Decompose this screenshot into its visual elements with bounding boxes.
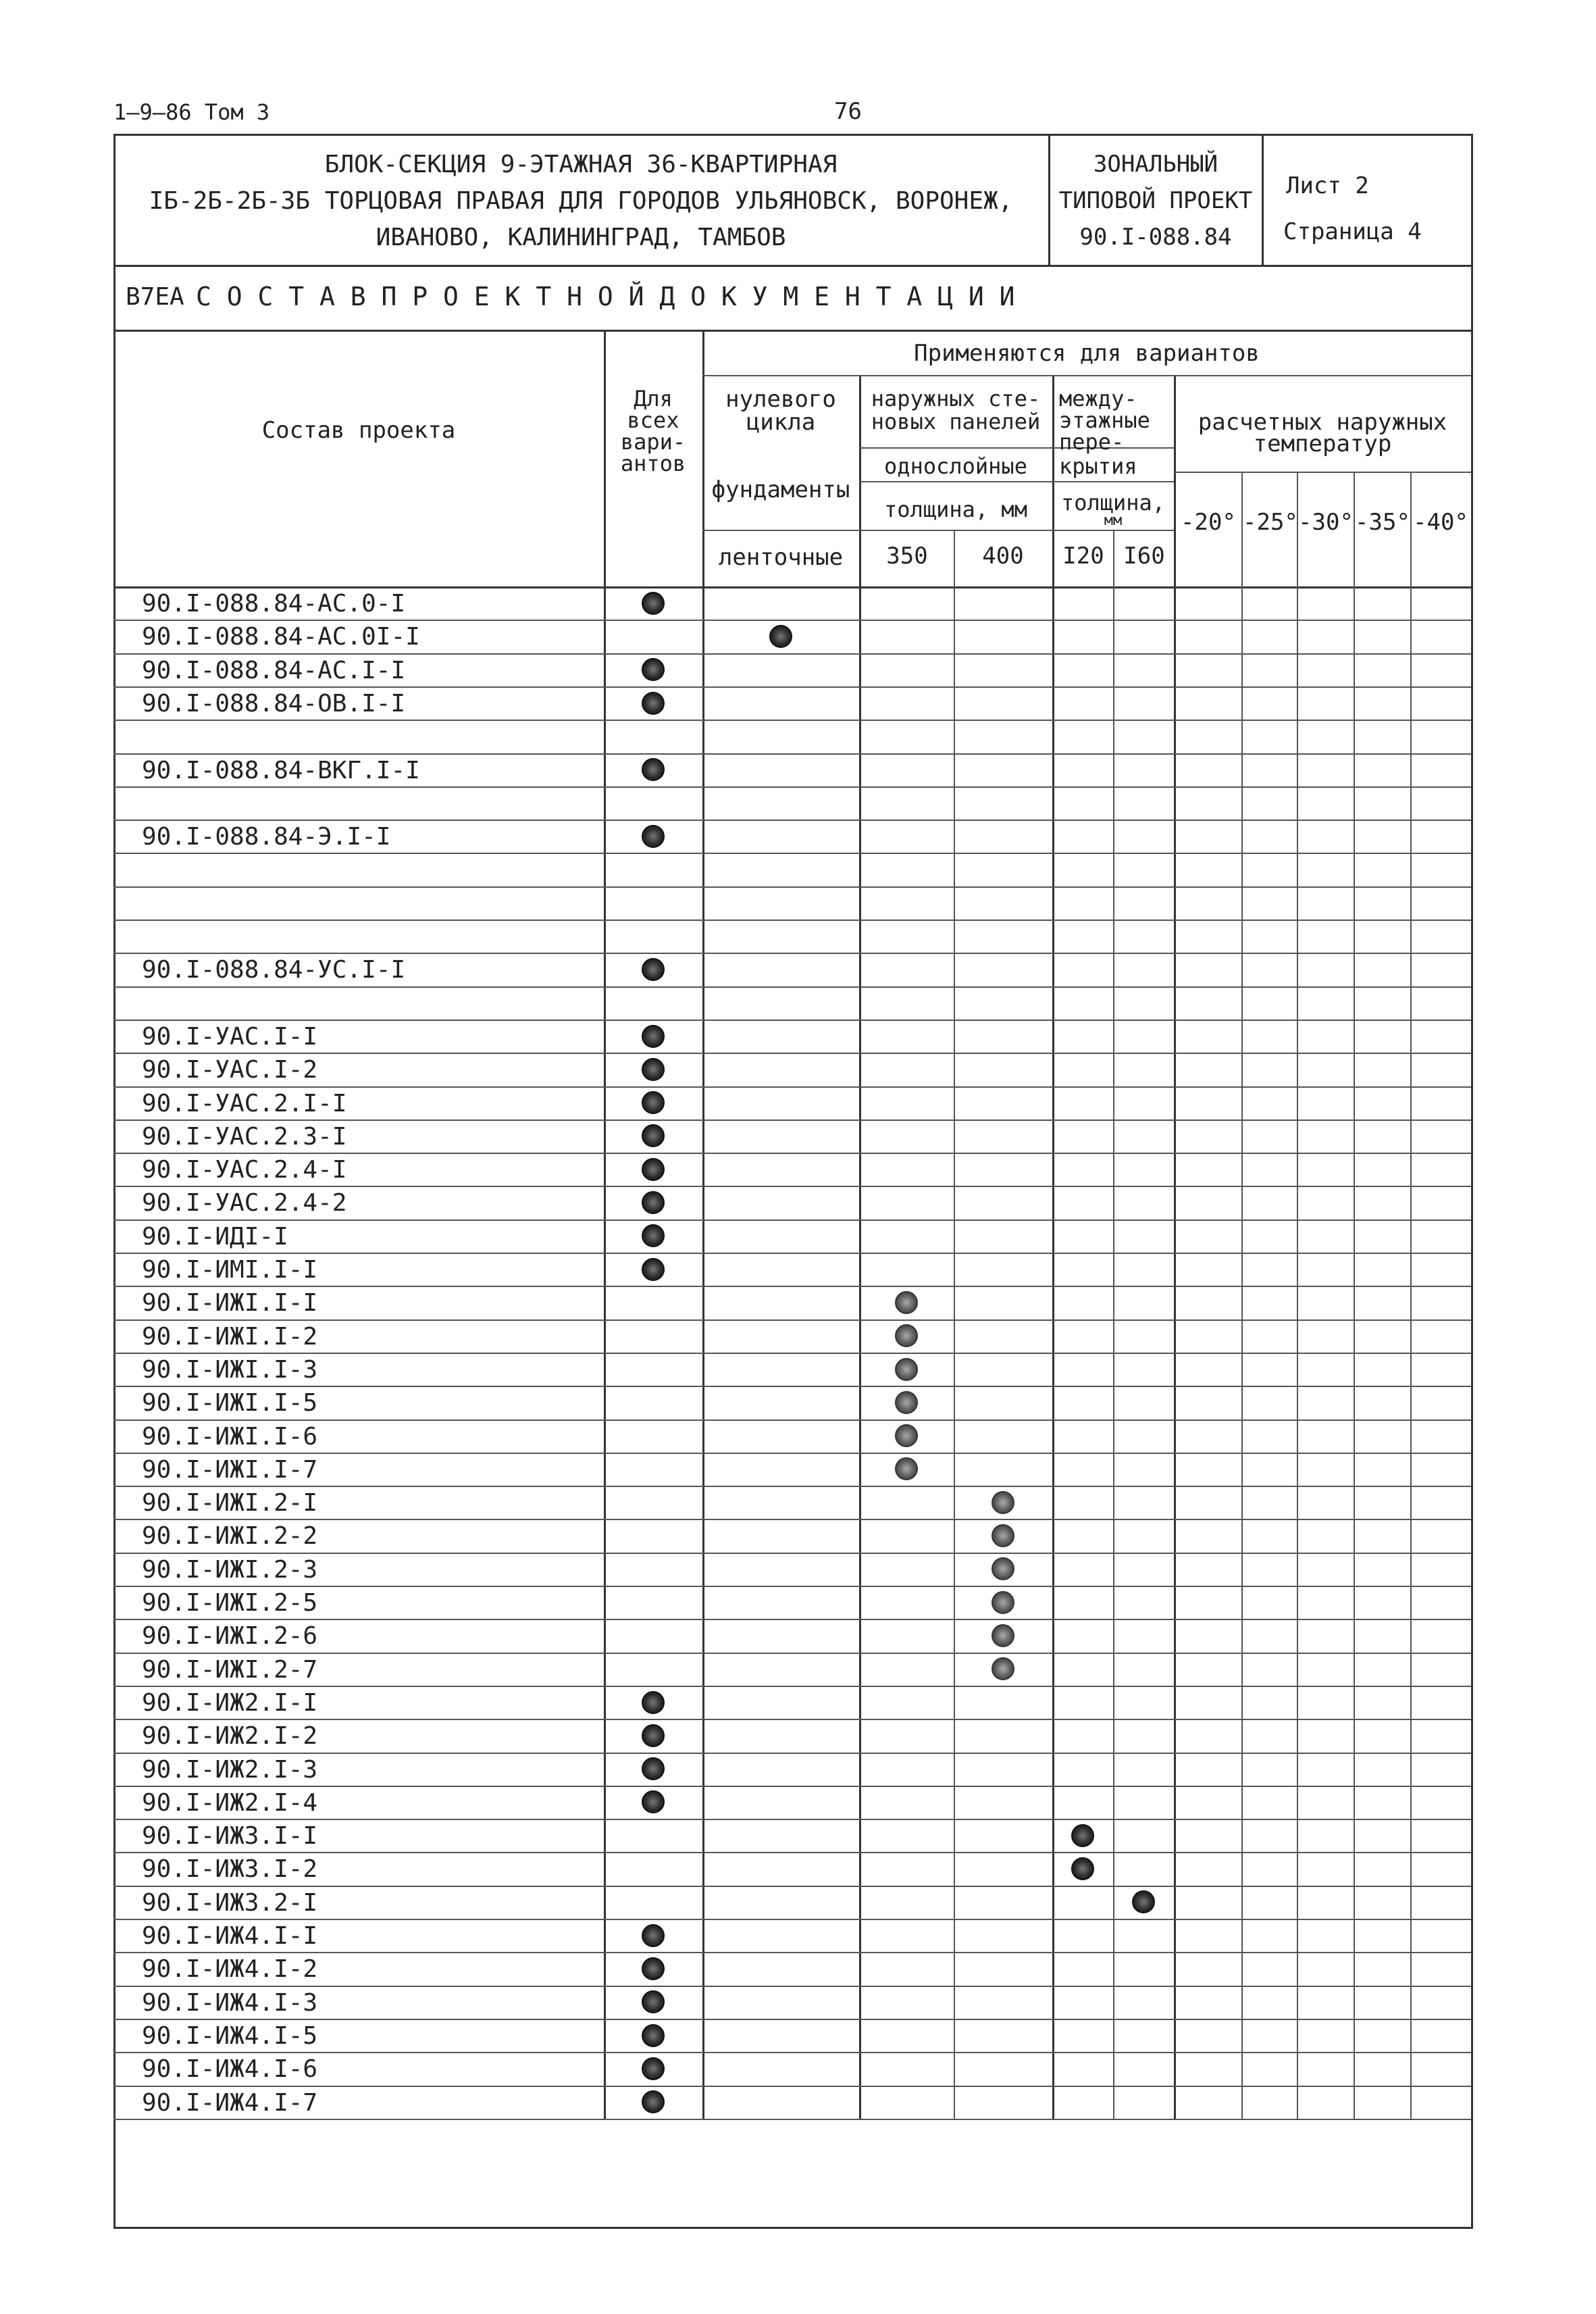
volume-label: 1—9—86 Том 3	[113, 99, 270, 125]
page-number: 76	[834, 98, 862, 125]
floor-thickness-2: мм	[1104, 512, 1123, 529]
row-code: 90.I-ИЖI.2-7	[142, 1655, 318, 1684]
variant-mark-icon	[992, 1491, 1014, 1514]
row-code: 90.I-ИЖI.I-2	[142, 1322, 318, 1351]
row-code: 90.I-ИЖ2.I-3	[142, 1755, 318, 1784]
row-code: 90.I-088.84-ВКГ.I-I	[142, 756, 420, 784]
row-code: 90.I-ИЖ4.I-2	[142, 1955, 318, 1984]
variant-mark-icon	[992, 1557, 1014, 1580]
row-code: 90.I-ИЖ2.I-4	[142, 1788, 318, 1817]
row-code: 90.I-ИЖI.2-3	[142, 1555, 318, 1584]
col-composition: Состав проекта	[261, 417, 456, 444]
floor-160: I60	[1123, 543, 1165, 570]
zero-cycle-1: нулевого	[725, 386, 836, 413]
variant-mark-icon	[642, 1091, 665, 1114]
temp-minus-40: -40°	[1413, 509, 1468, 536]
temp-minus-20: -20°	[1181, 509, 1236, 536]
row-code: 90.I-ИЖI.2-5	[142, 1589, 318, 1617]
temp-minus-35: -35°	[1355, 509, 1410, 536]
row-code: 90.I-ИЖI.I-3	[142, 1355, 318, 1384]
row-code: 90.I-ИМI.I-I	[142, 1256, 318, 1284]
sheet-label: Лист 2	[1286, 172, 1369, 199]
variant-mark-icon	[642, 692, 665, 715]
row-code: 90.I-ИЖI.2-I	[142, 1489, 318, 1517]
applied-for: Применяются для вариантов	[914, 340, 1260, 367]
floor-120: I20	[1062, 543, 1104, 570]
row-code: 90.I-УАС.2.4-I	[142, 1156, 347, 1184]
single-layer: однослойные	[884, 453, 1027, 479]
temp-minus-25: -25°	[1243, 509, 1298, 536]
variant-mark-icon	[642, 1124, 665, 1147]
row-code: 90.I-ИЖ3.I-2	[142, 1855, 318, 1884]
project-number: 90.I-088.84	[1079, 224, 1232, 251]
row-code: 90.I-УАС.I-I	[142, 1022, 318, 1051]
variant-mark-icon	[895, 1391, 918, 1414]
variant-mark-icon	[642, 1191, 665, 1214]
variant-mark-icon	[642, 1025, 665, 1048]
row-code: 90.I-088.84-АС.0I-I	[142, 623, 420, 651]
variant-mark-icon	[642, 1790, 665, 1813]
floor-thickness-1: толщина,	[1060, 490, 1166, 515]
floors-3: пере-	[1059, 429, 1125, 455]
variant-mark-icon	[642, 1158, 665, 1181]
variant-mark-icon	[895, 1324, 918, 1347]
variant-mark-icon	[642, 1757, 665, 1780]
row-code: 90.I-ИЖ3.I-I	[142, 1822, 318, 1851]
variant-mark-icon	[992, 1524, 1014, 1547]
variant-mark-icon	[642, 758, 665, 781]
row-code: 90.I-УАС.2.3-I	[142, 1122, 347, 1151]
variant-mark-icon	[642, 1724, 665, 1747]
project-type-1: ЗОНАЛЬНЫЙ	[1093, 151, 1218, 178]
row-code: 90.I-ИЖ3.2-I	[142, 1888, 318, 1917]
thickness-350: 350	[886, 543, 928, 570]
variant-mark-icon	[1132, 1890, 1155, 1913]
variant-mark-icon	[895, 1457, 918, 1480]
variant-mark-icon	[642, 1691, 665, 1714]
row-code: 90.I-ИЖI.I-7	[142, 1455, 318, 1484]
row-code: 90.I-ИЖ4.I-3	[142, 1988, 318, 2017]
row-code: 90.I-ИЖ2.I-I	[142, 1688, 318, 1717]
row-code: 90.I-ИЖI.I-5	[142, 1389, 318, 1417]
row-code: 90.I-ИЖ4.I-I	[142, 1922, 318, 1950]
ext-panels-2: новых панелей	[871, 409, 1041, 434]
row-code: 90.I-УАС.2.4-2	[142, 1189, 347, 1217]
variant-mark-icon	[642, 1957, 665, 1980]
project-type-2: ТИПОВОЙ ПРОЕКТ	[1058, 187, 1253, 214]
title-line-3: ИВАНОВО, КАЛИНИНГРАД, ТАМБОВ	[376, 224, 786, 251]
variant-mark-icon	[642, 958, 665, 981]
variant-mark-icon	[642, 592, 665, 615]
floors-2: этажные	[1059, 407, 1150, 433]
col-all-1: Для	[634, 386, 673, 411]
variant-mark-icon	[895, 1291, 918, 1314]
page-label: Страница 4	[1283, 218, 1422, 245]
row-code: 90.I-ИЖI.2-6	[142, 1622, 318, 1651]
col-all-2: всех	[627, 407, 679, 433]
temp-minus-30: -30°	[1298, 509, 1354, 536]
section-code: В7ЕА	[126, 283, 184, 311]
row-code: 90.I-ИЖI.I-I	[142, 1289, 318, 1317]
variant-mark-icon	[1071, 1857, 1094, 1880]
row-code: 90.I-ИЖI.2-2	[142, 1522, 318, 1551]
variant-mark-icon	[895, 1358, 918, 1381]
row-code: 90.I-ИЖ4.I-7	[142, 2088, 318, 2117]
variant-mark-icon	[642, 1258, 665, 1281]
variant-mark-icon	[642, 825, 665, 848]
variant-mark-icon	[642, 2090, 665, 2113]
temps-1: расчетных наружных	[1198, 409, 1447, 436]
variant-mark-icon	[642, 1058, 665, 1081]
row-code: 90.I-088.84-ОВ.I-I	[142, 689, 406, 718]
row-code: 90.I-УАС.I-2	[142, 1056, 318, 1084]
row-code: 90.I-ИЖ4.I-6	[142, 2055, 318, 2084]
foundations: фундаменты	[711, 476, 850, 503]
variant-mark-icon	[769, 625, 792, 648]
variant-mark-icon	[642, 2057, 665, 2080]
row-code: 90.I-ИЖ2.I-2	[142, 1722, 318, 1751]
row-code: 90.I-ИЖ4.I-5	[142, 2021, 318, 2050]
col-all-4: антов	[620, 451, 686, 476]
section-title: С О С Т А В П Р О Е К Т Н О Й Д О К У М Е Н Т А Ц И И	[196, 282, 1015, 311]
row-code: 90.I-ИДI-I	[142, 1222, 288, 1251]
row-code: 90.I-УАС.2.I-I	[142, 1089, 347, 1117]
variant-mark-icon	[992, 1591, 1014, 1614]
variant-mark-icon	[642, 1224, 665, 1247]
variant-mark-icon	[642, 2024, 665, 2047]
thickness-mm: толщина, мм	[884, 497, 1027, 522]
variant-mark-icon	[1071, 1824, 1094, 1847]
variant-mark-icon	[992, 1657, 1014, 1680]
temps-2: температур	[1253, 430, 1392, 457]
strip-foundations: ленточные	[718, 544, 844, 571]
zero-cycle-2: цикла	[746, 409, 816, 436]
thickness-400: 400	[982, 543, 1024, 570]
title-line-1: БЛОК-СЕКЦИЯ 9-ЭТАЖНАЯ 36-КВАРТИРНАЯ	[324, 151, 838, 178]
row-code: 90.I-088.84-Э.I-I	[142, 823, 391, 851]
ext-panels-1: наружных сте-	[871, 386, 1041, 411]
variant-mark-icon	[642, 1990, 665, 2013]
variant-mark-icon	[895, 1424, 918, 1447]
floors-1: между-	[1059, 386, 1137, 411]
variant-mark-icon	[992, 1624, 1014, 1647]
row-code: 90.I-088.84-АС.I-I	[142, 656, 406, 684]
variant-mark-icon	[642, 658, 665, 681]
row-code: 90.I-088.84-АС.0-I	[142, 590, 406, 618]
floors-4: крытия	[1059, 453, 1137, 479]
variant-mark-icon	[642, 1924, 665, 1947]
col-all-3: вари-	[620, 429, 686, 455]
row-code: 90.I-ИЖI.I-6	[142, 1422, 318, 1451]
row-code: 90.I-088.84-УС.I-I	[142, 956, 406, 984]
title-line-2: IБ-2Б-2Б-3Б ТОРЦОВАЯ ПРАВАЯ ДЛЯ ГОРОДОВ УЛЬЯНОВСК, ВОРОНЕЖ,	[149, 187, 1013, 215]
